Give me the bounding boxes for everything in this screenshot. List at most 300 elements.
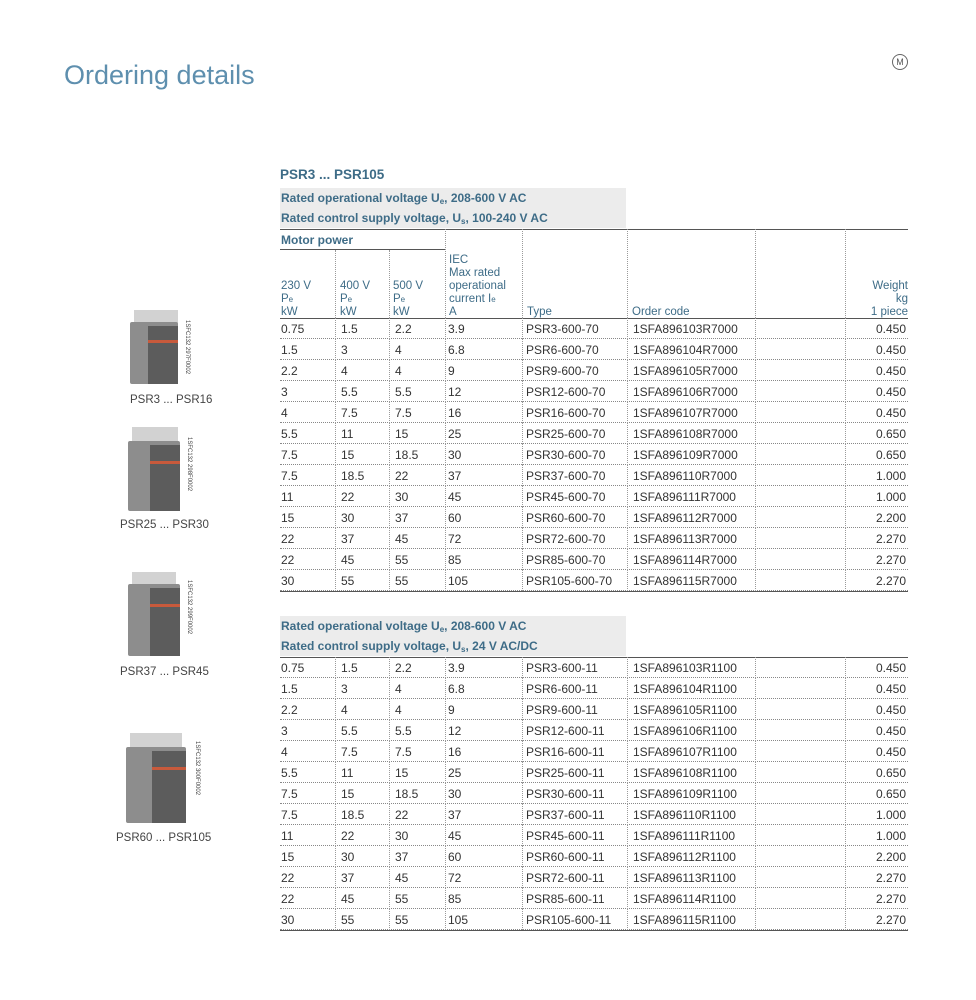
column-divider: [445, 804, 446, 825]
column-divider: [755, 465, 756, 486]
weight-cell: 0.450: [875, 406, 906, 420]
table-row: [280, 678, 908, 699]
motor-400v-cell: 55: [341, 574, 355, 588]
column-divider: [755, 423, 756, 444]
type-cell: PSR16-600-11: [526, 745, 605, 759]
order-code-cell: 1SFA896105R7000: [633, 364, 738, 378]
motor-500v-cell: 37: [395, 511, 409, 525]
column-divider: [335, 720, 336, 741]
motor-500v-cell: 15: [395, 427, 409, 441]
table-row: [280, 528, 908, 549]
column-divider: [755, 699, 756, 720]
type-cell: PSR85-600-70: [526, 553, 606, 567]
column-divider: [522, 486, 523, 507]
motor-500v-cell: 45: [395, 532, 409, 546]
product-caption: PSR3 ... PSR16: [130, 394, 213, 406]
column-divider: [445, 909, 446, 930]
motor-400v-cell: 37: [341, 532, 355, 546]
column-divider: [845, 318, 846, 339]
product-code: 1SFC132 300F0002: [194, 741, 200, 796]
weight-cell: 2.270: [875, 574, 906, 588]
type-cell: PSR45-600-70: [526, 490, 606, 504]
column-divider: [445, 657, 446, 678]
motor-500v-cell: 18.5: [395, 448, 419, 462]
motor-400v-cell: 45: [341, 553, 355, 567]
weight-cell: 1.000: [875, 490, 906, 504]
column-divider: [845, 657, 846, 678]
column-divider: [845, 507, 846, 528]
rated-current-cell: 30: [448, 787, 462, 801]
column-divider: [445, 720, 446, 741]
type-cell: PSR105-600-70: [526, 574, 613, 588]
order-code-cell: 1SFA896106R7000: [633, 385, 738, 399]
rated-current-cell: 3.9: [448, 661, 465, 675]
motor-400v-cell: 22: [341, 829, 355, 843]
order-code-cell: 1SFA896107R1100: [633, 745, 737, 759]
rated-current-cell: 16: [448, 406, 462, 420]
motor-230v-cell: 3: [281, 724, 288, 738]
rated-current-cell: 72: [448, 532, 462, 546]
header-divider: [755, 229, 756, 318]
column-divider: [445, 846, 446, 867]
column-divider: [335, 867, 336, 888]
rated-current-cell: 30: [448, 448, 462, 462]
order-code-cell: 1SFA896115R7000: [633, 574, 737, 588]
motor-400v-cell: 55: [341, 913, 355, 927]
column-divider: [627, 762, 628, 783]
col-type-header: Type: [527, 306, 552, 318]
column-divider: [522, 741, 523, 762]
rated-current-cell: 105: [448, 574, 469, 588]
order-code-cell: 1SFA896115R1100: [633, 913, 736, 927]
motor-400v-cell: 30: [341, 511, 355, 525]
column-divider: [522, 846, 523, 867]
column-divider: [755, 381, 756, 402]
column-divider: [845, 804, 846, 825]
column-divider: [627, 486, 628, 507]
motor-230v-cell: 7.5: [281, 787, 298, 801]
column-divider: [335, 423, 336, 444]
column-divider: [389, 486, 390, 507]
weight-cell: 1.000: [875, 469, 906, 483]
motor-500v-cell: 55: [395, 574, 409, 588]
type-cell: PSR16-600-70: [526, 406, 606, 420]
motor-230v-cell: 5.5: [281, 766, 298, 780]
column-divider: [389, 318, 390, 339]
column-divider: [389, 804, 390, 825]
column-divider: [445, 741, 446, 762]
column-divider: [445, 381, 446, 402]
column-divider: [335, 762, 336, 783]
weight-cell: 0.450: [875, 385, 906, 399]
product-caption: PSR60 ... PSR105: [116, 832, 212, 844]
column-divider: [755, 783, 756, 804]
order-code-cell: 1SFA896113R1100: [633, 871, 736, 885]
column-divider: [627, 804, 628, 825]
column-divider: [389, 528, 390, 549]
column-divider: [389, 720, 390, 741]
column-divider: [845, 360, 846, 381]
type-cell: PSR3-600-70: [526, 322, 599, 336]
table-row: [280, 846, 908, 867]
column-divider: [335, 570, 336, 591]
motor-500v-cell: 55: [395, 553, 409, 567]
column-divider: [845, 570, 846, 591]
column-divider: [845, 825, 846, 846]
motor-500v-cell: 55: [395, 913, 409, 927]
weight-cell: 2.270: [875, 892, 906, 906]
motor-230v-cell: 4: [281, 745, 288, 759]
column-divider: [755, 825, 756, 846]
order-code-cell: 1SFA896113R7000: [633, 532, 737, 546]
weight-cell: 0.450: [875, 682, 906, 696]
column-divider: [335, 678, 336, 699]
col-current-header: IEC Max rated operational current Ie A: [449, 254, 506, 318]
column-divider: [335, 549, 336, 570]
motor-400v-cell: 3: [341, 343, 348, 357]
column-divider: [627, 825, 628, 846]
motor-400v-cell: 5.5: [341, 385, 358, 399]
weight-cell: 2.270: [875, 913, 906, 927]
column-divider: [845, 549, 846, 570]
page-title: Ordering details: [64, 60, 255, 90]
column-divider: [389, 657, 390, 678]
column-divider: [845, 381, 846, 402]
product-image-psr3-psr16: [124, 310, 204, 390]
motor-400v-cell: 5.5: [341, 724, 358, 738]
column-divider: [627, 720, 628, 741]
type-cell: PSR25-600-11: [526, 766, 605, 780]
column-divider: [335, 888, 336, 909]
motor-230v-cell: 22: [281, 532, 295, 546]
motor-230v-cell: 22: [281, 871, 295, 885]
column-divider: [445, 444, 446, 465]
column-divider: [755, 339, 756, 360]
motor-500v-cell: 45: [395, 871, 409, 885]
motor-400v-cell: 15: [341, 787, 355, 801]
column-divider: [445, 678, 446, 699]
column-divider: [389, 888, 390, 909]
motor-230v-cell: 7.5: [281, 469, 298, 483]
motor-230v-cell: 1.5: [281, 343, 298, 357]
motor-400v-cell: 11: [341, 766, 354, 780]
table-bottom-rule: [280, 591, 908, 592]
column-divider: [445, 867, 446, 888]
column-divider: [445, 507, 446, 528]
column-divider: [627, 741, 628, 762]
column-divider: [522, 867, 523, 888]
rated-current-cell: 37: [448, 469, 462, 483]
column-divider: [845, 909, 846, 930]
header-divider: [335, 250, 336, 318]
rated-current-cell: 60: [448, 511, 462, 525]
motor-500v-cell: 5.5: [395, 724, 412, 738]
column-divider: [755, 402, 756, 423]
column-divider: [445, 762, 446, 783]
column-divider: [389, 339, 390, 360]
motor-500v-cell: 4: [395, 703, 402, 717]
type-cell: PSR12-600-11: [526, 724, 605, 738]
column-divider: [389, 549, 390, 570]
rated-current-cell: 45: [448, 829, 462, 843]
column-divider: [627, 381, 628, 402]
order-code-cell: 1SFA896111R1100: [633, 829, 736, 843]
column-divider: [845, 444, 846, 465]
column-divider: [627, 888, 628, 909]
order-code-cell: 1SFA896112R7000: [633, 511, 737, 525]
table-row: [280, 867, 908, 888]
motor-230v-cell: 1.5: [281, 682, 298, 696]
rated-current-cell: 6.8: [448, 682, 465, 696]
table-row: [280, 423, 908, 444]
column-divider: [522, 783, 523, 804]
column-divider: [755, 867, 756, 888]
order-code-cell: 1SFA896110R1100: [633, 808, 736, 822]
control-band-2: Rated control supply voltage, $U_s$, 24 V AC/DC: [280, 636, 626, 656]
weight-cell: 1.000: [875, 808, 906, 822]
column-divider: [755, 528, 756, 549]
column-divider: [755, 486, 756, 507]
rated-current-cell: 60: [448, 850, 462, 864]
motor-400v-cell: 18.5: [341, 469, 365, 483]
table-bottom-rule: [280, 930, 908, 931]
weight-cell: 0.650: [875, 787, 906, 801]
type-cell: PSR37-600-70: [526, 469, 606, 483]
rated-current-cell: 3.9: [448, 322, 465, 336]
column-divider: [845, 846, 846, 867]
column-divider: [389, 762, 390, 783]
column-divider: [335, 741, 336, 762]
motor-400v-cell: 22: [341, 490, 355, 504]
column-divider: [627, 699, 628, 720]
voltage-band-1: Rated operational voltage $U_e$, 208-600 V AC: [280, 188, 626, 208]
column-divider: [755, 720, 756, 741]
column-divider: [445, 783, 446, 804]
rated-current-cell: 12: [448, 385, 462, 399]
rated-current-cell: 6.8: [448, 343, 465, 357]
column-divider: [845, 339, 846, 360]
column-divider: [755, 549, 756, 570]
table-row: [280, 507, 908, 528]
column-divider: [755, 570, 756, 591]
table-row: [280, 570, 908, 591]
column-divider: [845, 678, 846, 699]
motor-230v-cell: 11: [281, 829, 294, 843]
table-row: [280, 465, 908, 486]
motor-500v-cell: 4: [395, 364, 402, 378]
order-code-cell: 1SFA896107R7000: [633, 406, 738, 420]
column-divider: [627, 909, 628, 930]
weight-cell: 0.450: [875, 322, 906, 336]
motor-400v-cell: 3: [341, 682, 348, 696]
column-divider: [335, 783, 336, 804]
order-code-cell: 1SFA896111R7000: [633, 490, 736, 504]
motor-400v-cell: 37: [341, 871, 355, 885]
column-divider: [445, 465, 446, 486]
column-divider: [755, 762, 756, 783]
column-divider: [845, 699, 846, 720]
table-row: [280, 804, 908, 825]
column-divider: [445, 699, 446, 720]
table-row: [280, 825, 908, 846]
column-divider: [755, 804, 756, 825]
column-divider: [627, 570, 628, 591]
column-divider: [845, 867, 846, 888]
motor-230v-cell: 22: [281, 892, 295, 906]
column-divider: [445, 486, 446, 507]
column-divider: [522, 888, 523, 909]
motor-230v-cell: 0.75: [281, 661, 305, 675]
product-image-psr60-psr105: [124, 733, 214, 828]
column-divider: [845, 741, 846, 762]
weight-cell: 0.450: [875, 343, 906, 357]
motor-500v-cell: 15: [395, 766, 409, 780]
header-divider: [389, 250, 390, 318]
motor-500v-cell: 22: [395, 808, 409, 822]
column-divider: [445, 825, 446, 846]
column-divider: [522, 678, 523, 699]
order-code-cell: 1SFA896103R7000: [633, 322, 738, 336]
column-divider: [845, 783, 846, 804]
type-cell: PSR60-600-11: [526, 850, 605, 864]
order-code-cell: 1SFA896114R1100: [633, 892, 736, 906]
column-divider: [389, 678, 390, 699]
column-divider: [522, 507, 523, 528]
column-divider: [627, 846, 628, 867]
column-divider: [335, 804, 336, 825]
column-divider: [389, 867, 390, 888]
column-divider: [335, 486, 336, 507]
column-divider: [522, 339, 523, 360]
motor-230v-cell: 5.5: [281, 427, 298, 441]
logo-mark: M: [892, 54, 908, 70]
column-divider: [627, 783, 628, 804]
motor-230v-cell: 0.75: [281, 322, 305, 336]
motor-400v-cell: 7.5: [341, 406, 358, 420]
column-divider: [522, 444, 523, 465]
column-divider: [335, 465, 336, 486]
product-caption: PSR25 ... PSR30: [120, 519, 209, 531]
column-divider: [335, 909, 336, 930]
column-divider: [627, 678, 628, 699]
table-row: [280, 381, 908, 402]
column-divider: [522, 381, 523, 402]
column-divider: [755, 507, 756, 528]
product-image-psr37-psr45: [124, 572, 204, 662]
product-caption: PSR37 ... PSR45: [120, 666, 209, 678]
section-title: PSR3 ... PSR105: [280, 167, 385, 182]
column-divider: [389, 846, 390, 867]
type-cell: PSR12-600-70: [526, 385, 606, 399]
motor-230v-cell: 30: [281, 574, 295, 588]
type-cell: PSR45-600-11: [526, 829, 605, 843]
column-divider: [445, 318, 446, 339]
type-cell: PSR72-600-70: [526, 532, 606, 546]
order-code-cell: 1SFA896109R1100: [633, 787, 737, 801]
column-divider: [627, 549, 628, 570]
rated-current-cell: 12: [448, 724, 462, 738]
type-cell: PSR6-600-11: [526, 682, 598, 696]
weight-cell: 2.270: [875, 532, 906, 546]
type-cell: PSR30-600-11: [526, 787, 605, 801]
motor-400v-cell: 4: [341, 703, 348, 717]
column-divider: [445, 360, 446, 381]
column-divider: [627, 465, 628, 486]
column-divider: [627, 402, 628, 423]
order-code-cell: 1SFA896104R1100: [633, 682, 737, 696]
column-divider: [389, 909, 390, 930]
motor-power-label: Motor power: [281, 233, 353, 247]
type-cell: PSR105-600-11: [526, 913, 612, 927]
column-divider: [335, 444, 336, 465]
rated-current-cell: 45: [448, 490, 462, 504]
column-divider: [335, 528, 336, 549]
header-top-rule: [280, 229, 908, 230]
type-cell: PSR85-600-11: [526, 892, 605, 906]
motor-500v-cell: 5.5: [395, 385, 412, 399]
column-divider: [627, 444, 628, 465]
column-divider: [755, 360, 756, 381]
motor-230v-cell: 15: [281, 511, 295, 525]
rated-current-cell: 16: [448, 745, 462, 759]
weight-cell: 0.650: [875, 427, 906, 441]
column-divider: [522, 360, 523, 381]
table-row: [280, 720, 908, 741]
column-divider: [335, 402, 336, 423]
motor-500v-cell: 55: [395, 892, 409, 906]
product-code: 1SFC132 298F0002: [186, 437, 192, 492]
column-divider: [755, 741, 756, 762]
column-divider: [389, 423, 390, 444]
motor-500v-cell: 22: [395, 469, 409, 483]
column-divider: [389, 570, 390, 591]
table-row: [280, 549, 908, 570]
header-divider: [627, 229, 628, 318]
column-divider: [445, 339, 446, 360]
motor-230v-cell: 2.2: [281, 703, 298, 717]
column-divider: [335, 381, 336, 402]
motor-400v-cell: 18.5: [341, 808, 365, 822]
order-code-cell: 1SFA896103R1100: [633, 661, 737, 675]
motor-400v-cell: 1.5: [341, 661, 358, 675]
rated-current-cell: 85: [448, 892, 462, 906]
weight-cell: 1.000: [875, 829, 906, 843]
motor-500v-cell: 18.5: [395, 787, 419, 801]
type-cell: PSR9-600-70: [526, 364, 599, 378]
type-cell: PSR37-600-11: [526, 808, 605, 822]
column-divider: [445, 528, 446, 549]
order-code-cell: 1SFA896108R1100: [633, 766, 737, 780]
motor-500v-cell: 7.5: [395, 745, 412, 759]
column-divider: [445, 570, 446, 591]
column-divider: [389, 507, 390, 528]
rated-current-cell: 25: [448, 427, 462, 441]
rated-current-cell: 9: [448, 364, 455, 378]
weight-cell: 2.200: [875, 511, 906, 525]
order-code-cell: 1SFA896109R7000: [633, 448, 738, 462]
control-band-1: Rated control supply voltage, $U_s$, 100-240 V AC: [280, 208, 626, 228]
product-image-psr25-psr30: [124, 427, 204, 517]
column-divider: [522, 909, 523, 930]
order-code-cell: 1SFA896104R7000: [633, 343, 738, 357]
column-divider: [335, 699, 336, 720]
rated-current-cell: 37: [448, 808, 462, 822]
rated-current-cell: 105: [448, 913, 469, 927]
motor-230v-cell: 15: [281, 850, 295, 864]
type-cell: PSR6-600-70: [526, 343, 599, 357]
column-divider: [389, 465, 390, 486]
column-divider: [522, 465, 523, 486]
